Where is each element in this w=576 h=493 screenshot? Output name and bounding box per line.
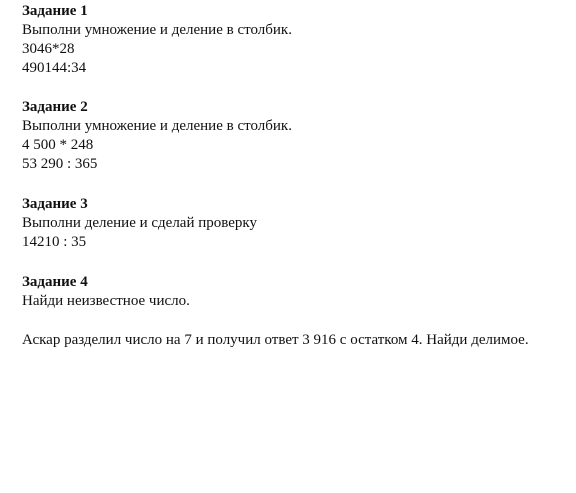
task-4 (22, 273, 190, 311)
task-instruction: Найди неизвестное число. (22, 293, 190, 309)
word-problem (22, 331, 529, 350)
task-1 (22, 2, 292, 78)
task-3 (22, 195, 257, 252)
task-expression: 490144:34 (22, 60, 87, 76)
task-title: Задание 2 (22, 99, 88, 115)
task-2 (22, 98, 292, 174)
task-expression: 4 500 * 248 (22, 137, 94, 153)
task-expression: 14210 : 35 (22, 234, 87, 250)
word-problem-text: Аскар разделил число на 7 и получил ответ 3 916 с остатком 4. Найди делимое. (22, 332, 529, 348)
task-title: Задание 3 (22, 196, 88, 212)
task-instruction: Выполни умножение и деление в столбик. (22, 118, 292, 134)
task-expression: 3046*28 (22, 41, 75, 57)
task-title: Задание 4 (22, 274, 88, 290)
task-expression: 53 290 : 365 (22, 156, 98, 172)
task-instruction: Выполни деление и сделай проверку (22, 215, 257, 231)
task-instruction: Выполни умножение и деление в столбик. (22, 22, 292, 38)
task-title: Задание 1 (22, 3, 88, 19)
